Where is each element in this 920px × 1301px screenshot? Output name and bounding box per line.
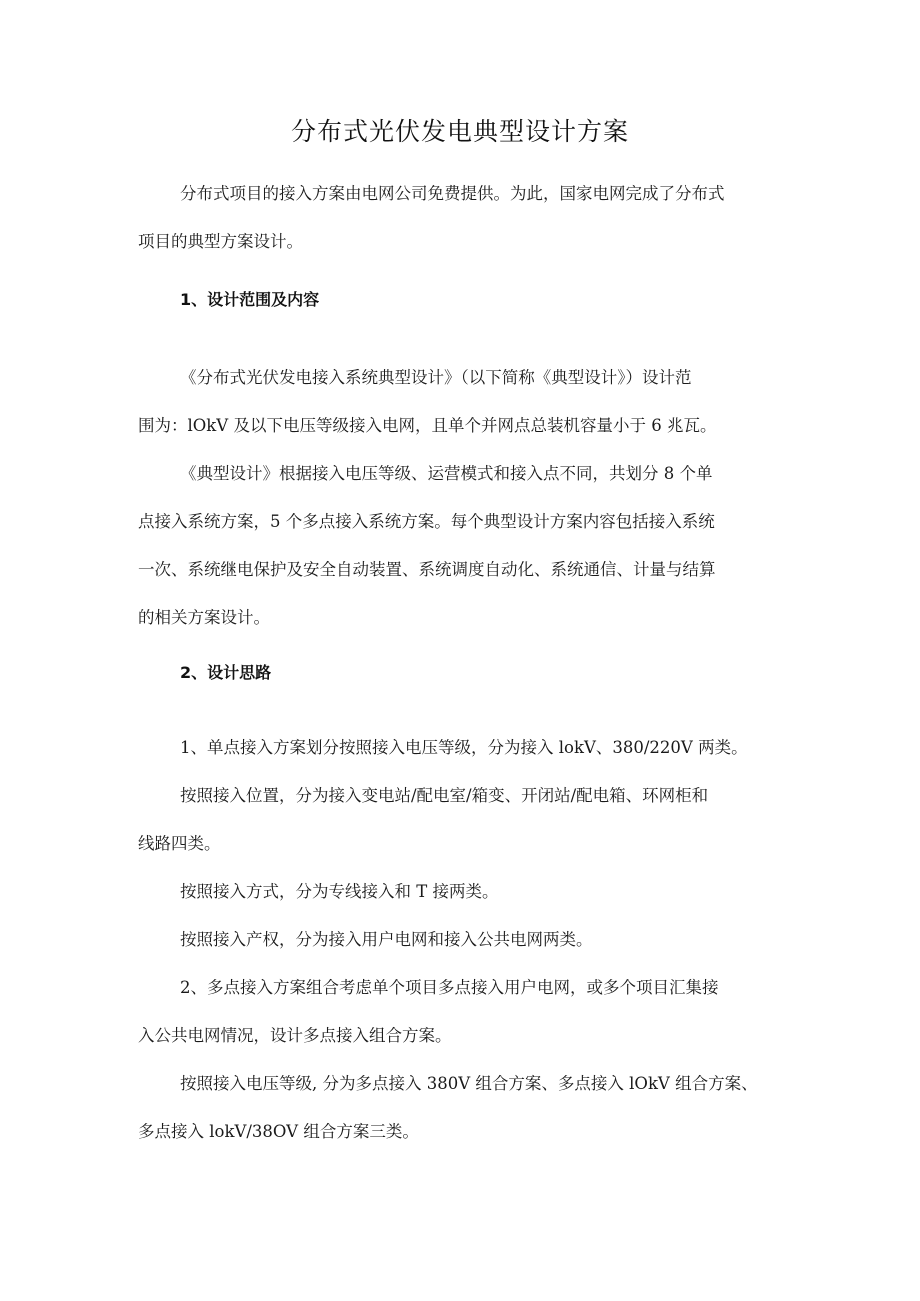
- typical-design-line: 点接入系统方案，5 个多点接入系统方案。每个典型设计方案内容包括接入系统: [138, 512, 715, 531]
- intro-paragraph: [138, 170, 788, 266]
- typical-design-line: 《典型设计》根据接入电压等级、运营模式和接入点不同，共划分 8 个单: [180, 464, 713, 483]
- section-1-heading: 1、设计范围及内容: [180, 290, 320, 309]
- voltage-grade-paragraph: [138, 1060, 788, 1156]
- scope-line: 围为：lOkV 及以下电压等级接入电网，且单个并网点总装机容量小于 6 兆瓦。: [138, 416, 717, 435]
- multi-point-line: 2、多点接入方案组合考虑单个项目多点接入用户电网，或多个项目汇集接: [180, 978, 719, 997]
- access-ownership-paragraph: [138, 916, 788, 964]
- intro-line: 分布式项目的接入方案由电网公司免费提供。为此，国家电网完成了分布式: [180, 184, 725, 203]
- access-location-line: 线路四类。: [138, 834, 221, 853]
- access-location-line: 按照接入位置，分为接入变电站/配电室/箱变、开闭站/配电箱、环网柜和: [180, 786, 709, 805]
- single-point-paragraph: [138, 724, 788, 772]
- single-point-line: 1、单点接入方案划分按照接入电压等级，分为接入 lokV、380/220V 两类。: [180, 738, 748, 757]
- scope-paragraph: [138, 354, 788, 450]
- typical-design-line: 的相关方案设计。: [138, 608, 270, 627]
- access-method-paragraph: [138, 868, 788, 916]
- scope-line: 《分布式光伏发电接入系统典型设计》（以下简称《典型设计》）设计范: [180, 368, 692, 387]
- multi-point-line: 入公共电网情况，设计多点接入组合方案。: [138, 1026, 452, 1045]
- voltage-grade-line: 按照接入电压等级, 分为多点接入 380V 组合方案、多点接入 lOkV 组合方案、: [180, 1074, 758, 1093]
- typical-design-paragraph: [138, 450, 788, 642]
- access-method-line: 按照接入方式，分为专线接入和 T 接两类。: [180, 882, 499, 901]
- section-2-heading: 2、设计思路: [180, 663, 272, 682]
- voltage-grade-line: 多点接入 lokV/38OV 组合方案三类。: [138, 1122, 419, 1141]
- intro-line: 项目的典型方案设计。: [138, 232, 303, 251]
- multi-point-paragraph: [138, 964, 788, 1060]
- access-location-paragraph: [138, 772, 788, 868]
- document-title: 分布式光伏发电典型设计方案: [290, 117, 629, 146]
- typical-design-line: 一次、系统继电保护及安全自动装置、系统调度自动化、系统通信、计量与结算: [138, 560, 716, 579]
- access-ownership-line: 按照接入产权，分为接入用户电网和接入公共电网两类。: [180, 930, 593, 949]
